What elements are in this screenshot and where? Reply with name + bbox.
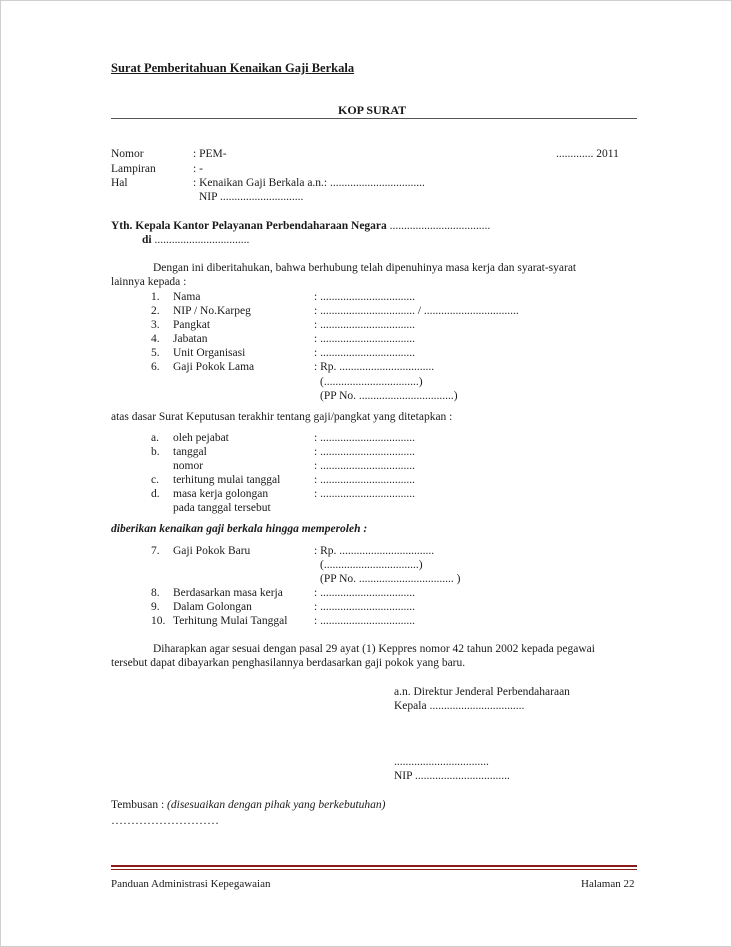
- lampiran-label: Lampiran: [111, 163, 156, 175]
- list-item: 3.: [151, 319, 160, 331]
- field-label: oleh pejabat: [173, 432, 229, 444]
- field-value: : .................................: [314, 474, 415, 486]
- intro-line-1: Dengan ini diberitahukan, bahwa berhubung telah dipenuhinya masa kerja dan syarat-syarat: [153, 262, 577, 274]
- addressee-di-dots: .................................: [151, 234, 250, 246]
- field-value: : .................................: [314, 587, 415, 599]
- nomor-value: : PEM-: [193, 148, 227, 160]
- field-label: pada tanggal tersebut: [173, 502, 271, 514]
- list-item: d.: [151, 488, 160, 500]
- signature-nip: NIP .................................: [394, 770, 510, 782]
- field-value: : .................................: [314, 347, 415, 359]
- letter-date: ............. 2011: [556, 148, 619, 160]
- list-item: 10.: [151, 615, 166, 627]
- hal-value: : Kenaikan Gaji Berkala a.n.: .................................: [193, 177, 425, 189]
- field-label: Berdasarkan masa kerja: [173, 587, 283, 599]
- field-label: Gaji Pokok Lama: [173, 361, 255, 373]
- tembusan-dots: ………………………: [111, 813, 219, 827]
- atas-dasar-text: atas dasar Surat Keputusan terakhir tentang gaji/pangkat yang ditetapkan :: [111, 411, 453, 423]
- list-item: c.: [151, 474, 159, 486]
- lampiran-value: : -: [193, 163, 203, 175]
- field-label: Terhitung Mulai Tanggal: [173, 615, 288, 627]
- nomor-label: Nomor: [111, 148, 144, 160]
- diberikan-heading: diberikan kenaikan gaji berkala hingga memperoleh :: [111, 523, 368, 535]
- list-item: 8.: [151, 587, 160, 599]
- field-label: Dalam Golongan: [173, 601, 252, 613]
- addressee-dots: ...................................: [386, 220, 491, 232]
- field-label: Pangkat: [173, 319, 211, 331]
- field-label: terhitung mulai tanggal: [173, 474, 281, 486]
- field-value: : Rp. .................................: [314, 545, 435, 557]
- field-label: Unit Organisasi: [173, 347, 246, 359]
- field-value: : .................................: [314, 460, 415, 472]
- field-label: Gaji Pokok Baru: [173, 545, 251, 557]
- field-label: nomor: [173, 460, 204, 472]
- addressee-di-line: [142, 233, 249, 247]
- footer-page-number: Halaman 22: [581, 878, 635, 890]
- hal-label: Hal: [111, 177, 128, 189]
- hal-nip: NIP .............................: [199, 191, 304, 203]
- intro-line-2: lainnya kepada :: [111, 276, 187, 288]
- field-value: : .................................: [314, 319, 415, 331]
- field-label: tanggal: [173, 446, 207, 458]
- list-item: b.: [151, 446, 160, 458]
- addressee-di: di: [142, 234, 152, 246]
- gaji-baru-pp: (PP No. ................................. ): [320, 573, 461, 585]
- list-item: 9.: [151, 601, 160, 613]
- field-value: : .................................: [314, 291, 415, 303]
- field-label: Jabatan: [173, 333, 208, 345]
- field-label: NIP / No.Karpeg: [173, 305, 251, 317]
- field-value: : .................................: [314, 615, 415, 627]
- list-item: a.: [151, 432, 159, 444]
- field-label: Nama: [173, 291, 201, 303]
- signature-an: a.n. Direktur Jenderal Perbendaharaan: [394, 686, 570, 698]
- tembusan-line: [111, 798, 386, 812]
- field-label: masa kerja golongan: [173, 488, 269, 500]
- list-item: 7.: [151, 545, 160, 557]
- tembusan-note: (disesuaikan dengan pihak yang berkebutuhan): [167, 799, 386, 811]
- gaji-lama-terbilang: (.................................): [320, 376, 423, 388]
- addressee-line: [111, 219, 490, 233]
- field-value: : .................................: [314, 601, 415, 613]
- footer-divider-thin: [111, 869, 637, 870]
- signature-kepala: Kepala .................................: [394, 700, 525, 712]
- footer-divider-thick: [111, 865, 637, 867]
- signature-name: .................................: [394, 756, 489, 768]
- field-value: : .................................: [314, 488, 415, 500]
- list-item: 5.: [151, 347, 160, 359]
- field-value: : Rp. .................................: [314, 361, 435, 373]
- kop-surat-heading: KOP SURAT: [338, 103, 407, 117]
- footer-left: Panduan Administrasi Kepegawaian: [111, 878, 271, 890]
- gaji-lama-pp: (PP No. .................................): [320, 390, 458, 402]
- kop-divider: [111, 118, 637, 119]
- field-value: : .................................: [314, 446, 415, 458]
- closing-line-1: Diharapkan agar sesuai dengan pasal 29 ayat (1) Keppres nomor 42 tahun 2002 kepada pegawai: [153, 643, 595, 655]
- list-item: 1.: [151, 291, 160, 303]
- tembusan-label: Tembusan :: [111, 799, 168, 811]
- list-item: 4.: [151, 333, 160, 345]
- field-value: : .................................: [314, 432, 415, 444]
- document-title: Surat Pemberitahuan Kenaikan Gaji Berkala: [111, 61, 355, 75]
- field-value: : .................................: [314, 333, 415, 345]
- closing-line-2: tersebut dapat dibayarkan penghasilannya berdasarkan gaji pokok yang baru.: [111, 657, 466, 669]
- gaji-baru-terbilang: (.................................): [320, 559, 423, 571]
- field-value: : ................................. / .................................: [314, 305, 519, 317]
- list-item: 2.: [151, 305, 160, 317]
- addressee-title: Yth. Kepala Kantor Pelayanan Perbendaharaan Negara: [111, 220, 387, 232]
- list-item: 6.: [151, 361, 160, 373]
